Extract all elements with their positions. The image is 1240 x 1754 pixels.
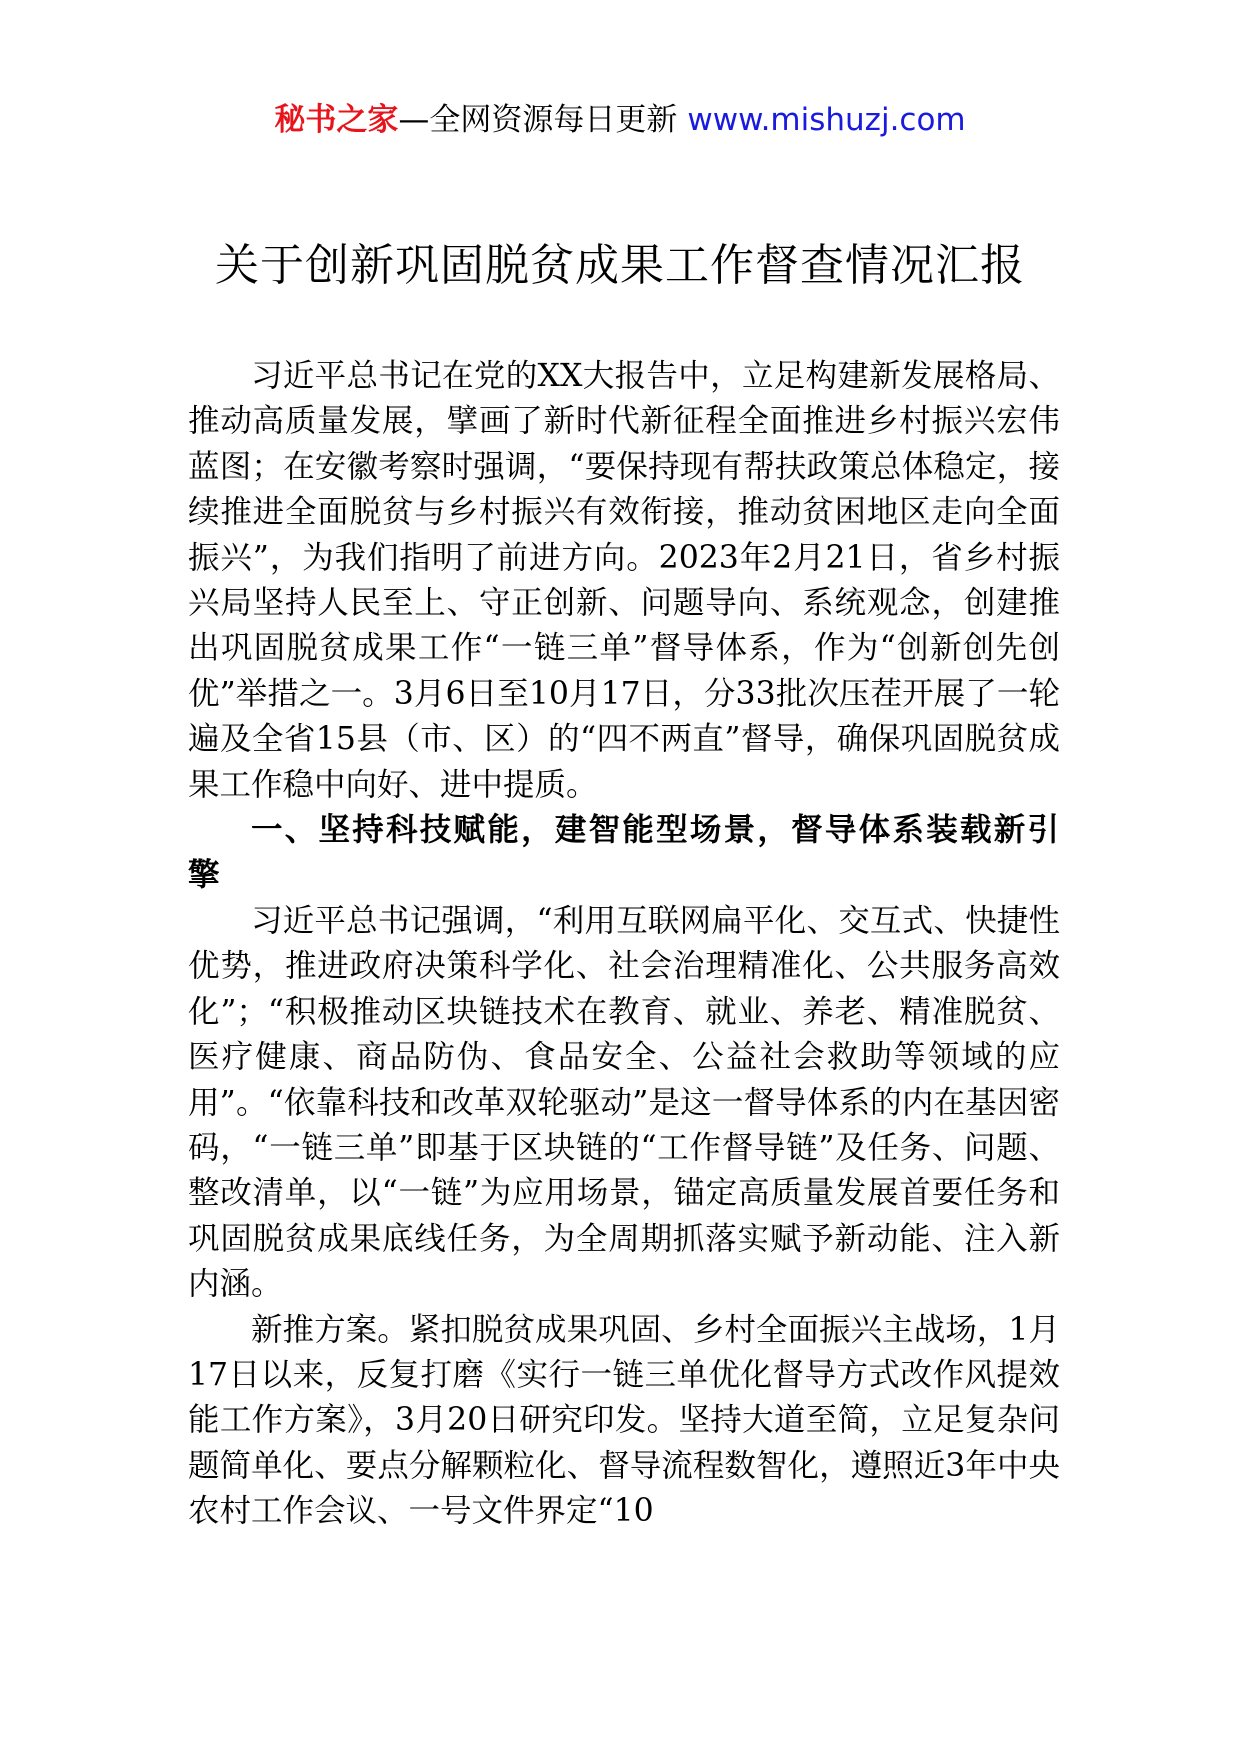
paragraph-new-plan: 新推方案。紧扣脱贫成果巩固、乡村全面振兴主战场，1月17日以来，反复打磨《实行一链三单优化督导方式改作风提效能工作方案》，3月20日研究印发。坚持大道至简，立足复杂问题简单化、要点分解颗粒化、督导流程数智化，遵照近3年中央农村工作会议、一号文件界定“10	[188, 1311, 1060, 1530]
section-heading-1: 一、坚持科技赋能，建智能型场景，督导体系装载新引擎	[188, 812, 1060, 894]
site-url[interactable]: www.mishuzj.com	[687, 102, 966, 138]
site-slogan: —全网资源每日更新	[398, 102, 678, 138]
paragraph-intro: 习近平总书记在党的XX大报告中，立足构建新发展格局、推动高质量发展，擘画了新时代新征程全面推进乡村振兴宏伟蓝图；在安徽考察时强调，“要保持现有帮扶政策总体稳定，接续推进全面脱贫与乡村振兴有效衔接，推动贫困地区走向全面振兴”，为我们指明了前进方向。2023年2月21日，省乡村振兴局坚持人民至上、守正创新、问题导向、系统观念，创建推出巩固脱贫成果工作“一链三单”督导体系，作为“创新创先创优”举措之一。3月6日至10月17日，分33批次压茬开展了一轮遍及全省15县（市、区）的“四不两直”督导，确保巩固脱贫成果工作稳中向好、进中提质。	[188, 358, 1060, 803]
paragraph-section-1-intro: 习近平总书记强调，“利用互联网扁平化、交互式、快捷性优势，推进政府决策科学化、社会治理精准化、公共服务高效化”；“积极推动区块链技术在教育、就业、养老、精准脱贫、医疗健康、商品防伪、食品安全、公益社会救助等领域的应用”。“依靠科技和改革双轮驱动”是这一督导体系的内在基因密码，“一链三单”即基于区块链的“工作督导链”及任务、问题、整改清单，以“一链”为应用场景，锚定高质量发展首要任务和巩固脱贫成果底线任务，为全周期抓落实赋予新动能、注入新内涵。	[188, 902, 1060, 1303]
document-body	[188, 354, 1060, 1535]
site-header	[0, 100, 1240, 140]
document-title: 关于创新巩固脱贫成果工作督查情况汇报	[215, 240, 1025, 291]
brand-name: 秘书之家	[274, 102, 399, 138]
